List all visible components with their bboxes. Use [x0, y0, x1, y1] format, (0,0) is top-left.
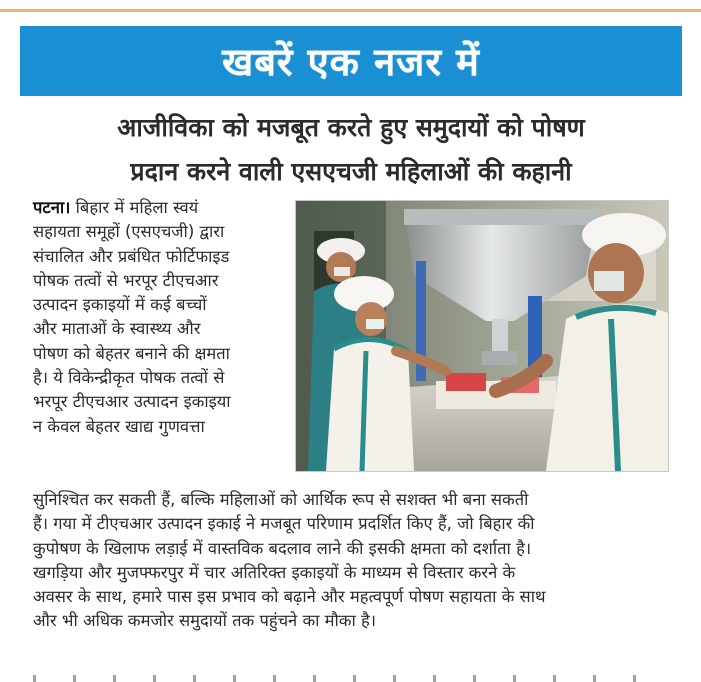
body-line: न केवल बेहतर खाद्य गुणवत्ता	[33, 416, 205, 436]
photo-illustration	[296, 201, 668, 471]
body-line: है। ये विकेन्द्रीकृत पोषक तत्वों से	[33, 368, 225, 388]
body-line: सहायता समूहों (एसएचजी) द्वारा	[33, 222, 225, 242]
next-article-cutoff	[33, 675, 669, 682]
article-body-column	[33, 196, 291, 439]
headline-line-2: प्रदान करने वाली एसएचजी महिलाओं की कहानी	[130, 157, 572, 186]
top-accent-rule	[0, 0, 701, 12]
body-line: और माताओं के स्वास्थ्य और	[33, 319, 201, 339]
body-line: पोषण को बेहतर बनाने की क्षमता	[33, 343, 230, 363]
body-line: संचालित और प्रबंधित फोर्टिफाइड	[33, 246, 230, 266]
body-line: सुनिश्चित कर सकती हैं, बल्कि महिलाओं को आर्थिक रूप से सशक्त भी बना सकती	[33, 490, 529, 509]
body-line: कुपोषण के खिलाफ लड़ाई में वास्तविक बदलाव लाने की इसकी क्षमता को दर्शाता है।	[33, 538, 532, 558]
section-banner	[20, 26, 682, 96]
body-line: पटना। बिहार में महिला स्वयं	[33, 198, 199, 217]
article-headline	[20, 106, 682, 194]
body-line: उत्पादन इकाइयों में कई बच्चों	[33, 295, 207, 315]
body-line: अवसर के साथ, हमारे पास इस प्रभाव को बढ़ाने और महत्वपूर्ण पोषण सहायता के साथ	[33, 587, 546, 607]
body-line: भरपूर टीएचआर उत्पादन इकाइया	[33, 392, 231, 412]
body-line: खगड़िया और मुजफ्फरपुर में चार अतिरिक्त इकाइयों के माध्यम से विस्तार करने के	[33, 562, 516, 582]
article-photo	[295, 200, 669, 472]
body-line: और भी अधिक कमजोर समुदायों तक पहुंचने का मौका है।	[33, 611, 376, 631]
section-title: खबरें एक नजर में	[222, 40, 480, 84]
article-body-full-width	[33, 488, 669, 634]
dateline: पटना।	[33, 198, 71, 217]
headline-line-1: आजीविका को मजबूत करते हुए समुदायों को पोषण	[117, 113, 585, 142]
body-line: पोषक तत्वों से भरपूर टीएचआर	[33, 270, 219, 290]
body-line: हैं। गया में टीएचआर उत्पादन इकाई ने मजबूत परिणाम प्रदर्शित किए हैं, जो बिहार की	[33, 514, 535, 534]
